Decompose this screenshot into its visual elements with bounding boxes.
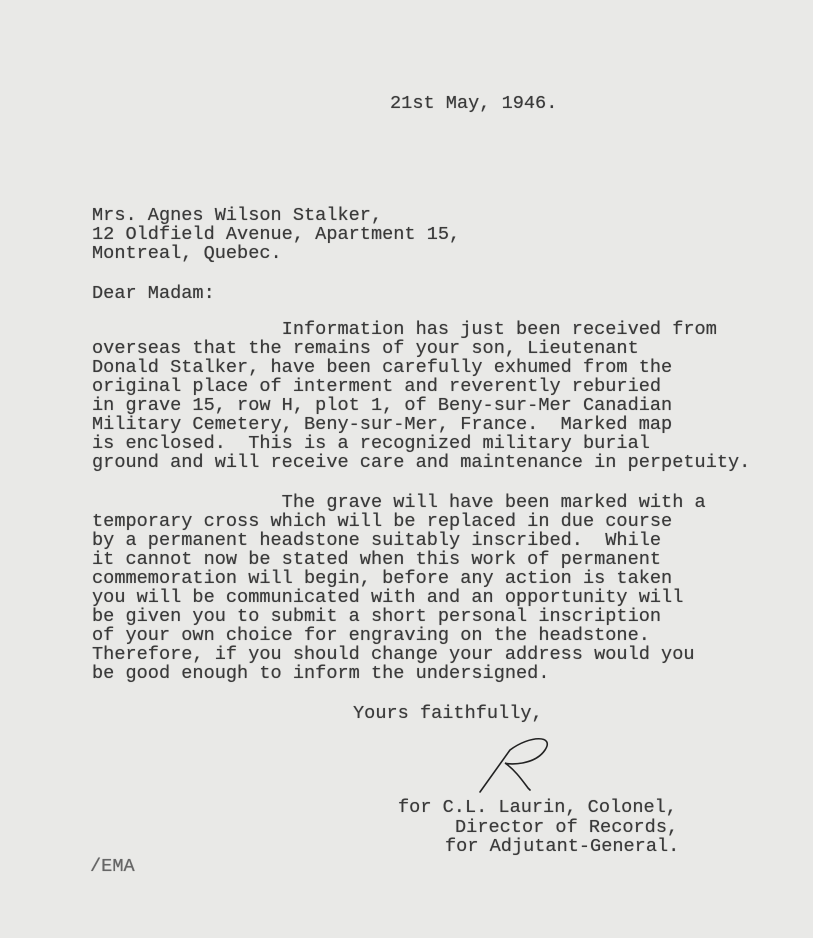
text-line: temporary cross which will be replaced in due course [92,511,673,532]
text-line: original place of interment and reverently reburied [92,376,662,397]
text-line: by a permanent headstone suitably inscribed. While [92,530,662,551]
text-line: Therefore, if you should change your address would you [92,644,695,665]
text-line: in grave 15, row H, plot 1, of Beny-sur-Mer Canadian [92,395,673,416]
reference-initials: /EMA [90,856,135,877]
address-line: Mrs. Agnes Wilson Stalker, [92,205,383,226]
text-line: ground and will receive care and maintenance in perpetuity. [92,452,751,473]
closing: Yours faithfully, [353,703,543,724]
signatory-line: for C.L. Laurin, Colonel, [398,797,677,818]
text-line: The grave will have been marked with a [92,492,706,513]
text-line: you will be communicated with and an opportunity will [92,587,684,608]
text-line: overseas that the remains of your son, Lieutenant [92,338,639,359]
letter-date: 21st May, 1946. [390,93,558,114]
text-line: be given you to submit a short personal inscription [92,606,662,627]
address-line: 12 Oldfield Avenue, Apartment 15, [92,224,461,245]
text-line: commemoration will begin, before any action is taken [92,568,673,589]
paragraph-2 [92,493,706,683]
text-line: it cannot now be stated when this work of permanent [92,549,662,570]
text-line: Information has just been received from [92,319,717,340]
paragraph-1 [92,320,750,472]
recipient-address [92,206,460,263]
text-line: be good enough to inform the undersigned. [92,663,550,684]
handwritten-signature [470,730,560,800]
text-line: Military Cemetery, Beny-sur-Mer, France. Marked map [92,414,673,435]
address-line: Montreal, Quebec. [92,243,282,264]
text-line: is enclosed. This is a recognized military burial [92,433,650,454]
text-line: Donald Stalker, have been carefully exhumed from the [92,357,673,378]
signatory-title: Director of Records, [455,817,679,838]
text-line: of your own choice for engraving on the headstone. [92,625,650,646]
signatory-office: for Adjutant-General. [445,836,680,857]
salutation: Dear Madam: [92,283,215,304]
